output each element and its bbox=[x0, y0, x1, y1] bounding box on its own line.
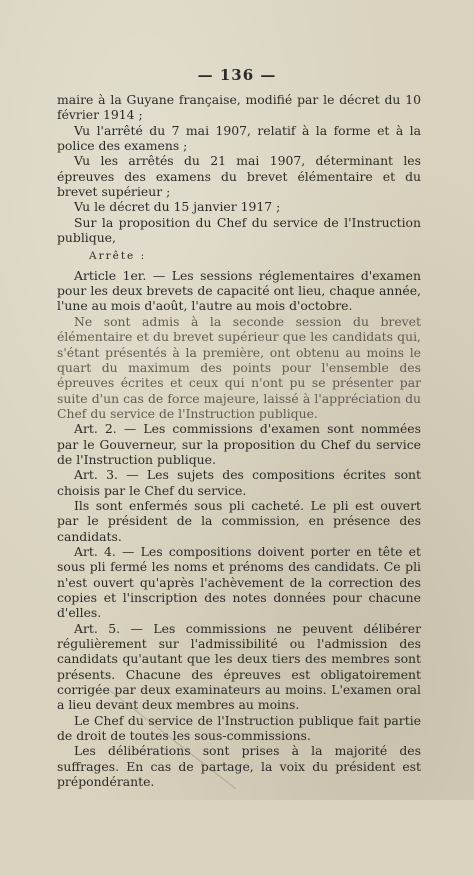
page-body bbox=[57, 92, 421, 789]
paragraph-vu-arrete-1907: Vu l'arrêté du 7 mai 1907, relatif à la forme et à la police des examens ; bbox=[57, 122, 421, 154]
page-number: — 136 — bbox=[197, 66, 277, 84]
paragraph-vu-decret-1917: Vu le décret du 15 janvier 1917 ; bbox=[74, 199, 281, 215]
article-1: Article 1er. — Les sessions réglementaires d'examen pour les deux brevets de capacité ont lieu, chaque année, l'une au mois d'août, l'autre au mois d'octobre. bbox=[57, 267, 421, 314]
article-3-sealed: Ils sont enfermés sous pli cacheté. Le pli est ouvert par le président de la commission, en présence des candidats. bbox=[57, 497, 421, 544]
arrete-heading: Arrête : bbox=[89, 250, 147, 263]
article-5-chef-service: Le Chef du service de l'Instruction publique fait partie de droit de toutes les sous-commissions. bbox=[57, 712, 421, 744]
article-2: Art. 2. — Les commissions d'examen sont nommées par le Gouverneur, sur la proposition du Chef du service de l'Instruction publique. bbox=[57, 421, 421, 467]
article-5: Art. 5. — Les commissions ne peuvent délibérer régulièrement sur l'admissibilité ou l'admission des candidats qu'autant que les deux tiers des membres sont présents. Chacune des épreuves est obligatoirement corrigée par deux examinateurs au moins. L'examen oral a lieu devant deux membres au moins. bbox=[57, 620, 421, 713]
article-4: Art. 4. — Les compositions doivent porter en tête et sous pli fermé les noms et prénoms des candidats. Ce pli n'est ouvert qu'après l'achèvement de la correction des copies et l'inscription des notes données pour chacune d'elles. bbox=[57, 543, 421, 621]
paragraph-proposition: Sur la proposition du Chef du service de l'Instruction publique, bbox=[57, 214, 421, 246]
article-5-deliberations: Les délibérations sont prises à la majorité des suffrages. En cas de partage, la voix du président est prépondérante. bbox=[57, 743, 421, 790]
paragraph-vu-arretes-brevets: Vu les arrêtés du 21 mai 1907, déterminant les épreuves des examens du brevet élémentaire et du brevet supérieur ; bbox=[57, 153, 421, 200]
article-1-second-session: Ne sont admis à la seconde session du brevet élémentaire et du brevet supérieur que les candidats qui, s'étant présentés à la première, ont obtenu au moins le quart du maximum des points pour l'ensemble des épreuves écrites et ceux qui n'ont pu se présenter par suite d'un cas de force majeure, laissé à l'appréciation du Chef du service de l'Instruction publique. bbox=[57, 313, 421, 421]
article-3: Art. 3. — Les sujets des compositions écrites sont choisis par le Chef du service. bbox=[57, 467, 421, 498]
paragraph-decree-reference: maire à la Guyane française, modifié par le décret du 10 février 1914 ; bbox=[57, 92, 421, 123]
